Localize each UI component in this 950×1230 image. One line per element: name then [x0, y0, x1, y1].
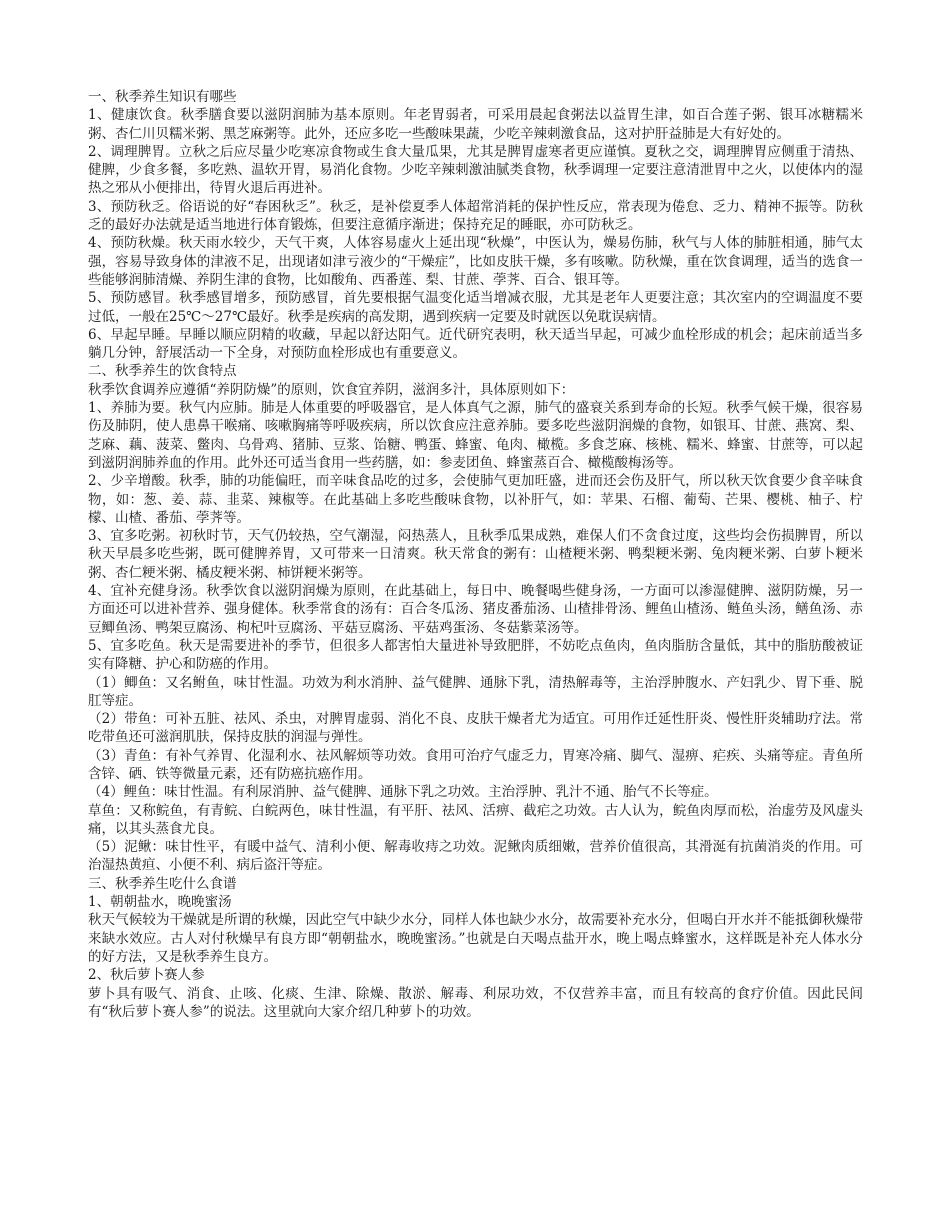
paragraph-diet-intro: 秋季饮食调养应遵循“养阴防燥”的原则，饮食宜养阴，滋润多汁，具体原则如下： [88, 381, 575, 398]
paragraph-prevent-cold: 5、预防感冒。秋季感冒增多，预防感冒，首先要根据气温变化适当增减衣服，尤其是老年人更要注意；其次室内的空调温度不要过低，一般在25℃～27℃最好。秋季是疾病的高发期，遇到疾病一定要及时就医以免耽误病情。 [88, 290, 863, 325]
paragraph-early-sleep-rise: 6、早起早睡。早睡以顺应阴精的收藏，早起以舒达阳气。近代研究表明，秋天适当早起，可减少血栓形成的机会；起床前适当多躺几分钟，舒展活动一下全身，对预防血栓形成也有重要意义。 [88, 326, 863, 362]
paragraph-crucian-carp: （1）鲫鱼：又名鲋鱼，味甘性温。功效为利水消肿、益气健脾、通脉下乳，清热解毒等，主治浮肿腹水、产妇乳少、胃下垂、脱肛等症。 [88, 674, 863, 709]
subheading-radish: 2、秋后萝卜赛人参 [88, 967, 205, 984]
document-page [88, 88, 863, 1021]
paragraph-autumn-fatigue: 3、预防秋乏。俗语说的好“春困秋乏”。秋乏，是补偿夏季人体超常消耗的保护性反应，常表现为倦怠、乏力、精神不振等。防秋乏的最好办法就是适当地进行体育锻炼，但要注意循序渐进；保持充足的睡眠，亦可防秋乏。 [88, 198, 863, 234]
paragraph-spleen-stomach: 2、调理脾胃。立秋之后应尽量少吃寒凉食物或生食大量瓜果，尤其是脾胃虚寒者更应谨慎。夏秋之交，调理脾胃应侧重于清热、健脾，少食多餐，多吃熟、温软开胃，易消化食物。少吃辛辣刺激油腻类食物，秋季调理一定要注意清泄胃中之火，以使体内的湿热之邪从小便排出，待胃火退后再进补。 [88, 143, 863, 197]
section-heading-diet-features: 二、秋季养生的饮食特点 [88, 363, 237, 380]
paragraph-hairtail: （2）带鱼：可补五脏、祛风、杀虫，对脾胃虚弱、消化不良、皮肤干燥者尤为适宜。可用作迁延性肝炎、慢性肝炎辅助疗法。常吃带鱼还可滋润肌肤，保持皮肤的润湿与弹性。 [88, 711, 863, 746]
paragraph-porridge: 3、宜多吃粥。初秋时节，天气仍较热，空气潮湿，闷热蒸人，且秋季瓜果成熟，难保人们不贪食过度，这些均会伤损脾胃，所以秋天早晨多吃些粥，既可健脾养胃，又可带来一日清爽。秋天常食的粥有：山楂粳米粥、鸭梨粳米粥、兔肉粳米粥、白萝卜粳米粥、杏仁粳米粥、橘皮粳米粥、柿饼粳米粥等。 [88, 528, 863, 581]
paragraph-salt-honey: 秋天气候较为干燥就是所谓的秋燥，因此空气中缺少水分，同样人体也缺少水分，故需要补充水分，但喝白开水并不能抵御秋燥带来缺水效应。古人对付秋燥早有良方即“朝朝盐水，晚晚蜜汤。”也就是白天喝点盐开水，晚上喝点蜂蜜水，这样既是补充人体水分的好方法，又是秋季养生良方。 [88, 912, 863, 965]
paragraph-soup: 4、宜补充健身汤。秋季饮食以滋阴润燥为原则，在此基础上，每日中、晚餐喝些健身汤，一方面可以渗湿健脾、滋阴防燥，另一方面还可以进补营养、强身健体。秋季常食的汤有：百合冬瓜汤、猪皮番茄汤、山楂排骨汤、鲤鱼山楂汤、鲢鱼头汤，鳝鱼汤、赤豆鲫鱼汤、鸭架豆腐汤、枸杞叶豆腐汤、平菇豆腐汤、平菇鸡蛋汤、冬菇紫菜汤等。 [88, 583, 863, 636]
subheading-salt-honey: 1、朝朝盐水，晚晚蜜汤 [88, 894, 232, 911]
paragraph-loach: （5）泥鳅：味甘性平，有暖中益气、清利小便、解毒收痔之功效。泥鳅肉质细嫩，营养价值很高，其滑涎有抗菌消炎的作用。可治湿热黄疸、小便不利、病后盗汗等症。 [88, 839, 863, 874]
section-heading-recipes: 三、秋季养生吃什么食谱 [88, 875, 237, 892]
paragraph-fish: 5、宜多吃鱼。秋天是需要进补的季节，但很多人都害怕大量进补导致肥胖，不妨吃点鱼肉，鱼肉脂肪含量低，其中的脂肪酸被证实有降糖、护心和防癌的作用。 [88, 637, 863, 673]
paragraph-radish: 萝卜具有吸气、消食、止咳、化痰、生津、除燥、散淤、解毒、利尿功效，不仅营养丰富，而且有较高的食疗价值。因此民间有“秋后萝卜赛人参”的说法。这里就向大家介绍几种萝卜的功效。 [88, 985, 863, 1020]
paragraph-healthy-diet: 1、健康饮食。秋季膳食要以滋阴润肺为基本原则。年老胃弱者，可采用晨起食粥法以益胃生津，如百合莲子粥、银耳冰糖糯米粥、杏仁川贝糯米粥、黑芝麻粥等。此外，还应多吃一些酸味果蔬，少吃辛辣刺激食品，这对护肝益肺是大有好处的。 [88, 107, 863, 142]
paragraph-common-carp: （4）鲤鱼：味甘性温。有利尿消肿、益气健脾、通脉下乳之功效。主治浮肿、乳汁不通、胎气不长等症。 [88, 784, 718, 801]
paragraph-black-carp: （3）青鱼：有补气养胃、化湿利水、祛风解烦等功效。食用可治疗气虚乏力，胃寒冷痛、脚气、湿痹、疟疾、头痛等症。青鱼所含锌、硒、铁等微量元素，还有防癌抗癌作用。 [88, 747, 863, 782]
paragraph-grass-carp: 草鱼：又称鲩鱼，有青鲩、白鲩两色，味甘性温，有平肝、祛风、活痹、截疟之功效。古人认为，鲩鱼肉厚而松，治虚劳及风虚头痛，以其头蒸食尤良。 [88, 802, 863, 837]
paragraph-nourish-lung: 1、养肺为要。秋气内应肺。肺是人体重要的呼吸器官，是人体真气之源，肺气的盛衰关系到寿命的长短。秋季气候干燥，很容易伤及肺阴，使人患鼻干喉痛、咳嗽胸痛等呼吸疾病，所以饮食应注意养肺。要多吃些滋阴润燥的食物，如银耳、甘蔗、燕窝、梨、芝麻、藕、菠菜、鳖肉、乌骨鸡、猪肺、豆浆、饴糖、鸭蛋、蜂蜜、龟肉、橄榄。多食芝麻、核桃、糯米、蜂蜜、甘蔗等，可以起到滋阴润肺养血的作用。此外还可适当食用一些药膳，如：参麦团鱼、蜂蜜蒸百合、橄榄酸梅汤等。 [88, 400, 863, 471]
paragraph-less-spicy: 2、少辛增酸。秋季，肺的功能偏旺，而辛味食品吃的过多，会使肺气更加旺盛，进而还会伤及肝气，所以秋天饮食要少食辛味食物，如：葱、姜、蒜、韭菜、辣椒等。在此基础上多吃些酸味食物，以补肝气，如：苹果、石榴、葡萄、芒果、樱桃、柚子、柠檬、山楂、番茄、荸荠等。 [88, 473, 863, 526]
paragraph-autumn-dryness: 4、预防秋燥。秋天雨水较少，天气干爽，人体容易虚火上延出现“秋燥”，中医认为，燥易伤肺，秋气与人体的肺脏相通，肺气太强，容易导致身体的津液不足，出现诸如津亏液少的“干燥症”，比如皮肤干燥，多有咳嗽。防秋燥，重在饮食调理，适当的选食一些能够润肺清燥、养阴生津的食物，比如酸角、西番莲、梨、甘蔗、荸荠、百合、银耳等。 [88, 235, 863, 288]
section-heading-autumn-health-knowledge: 一、秋季养生知识有哪些 [88, 89, 237, 105]
